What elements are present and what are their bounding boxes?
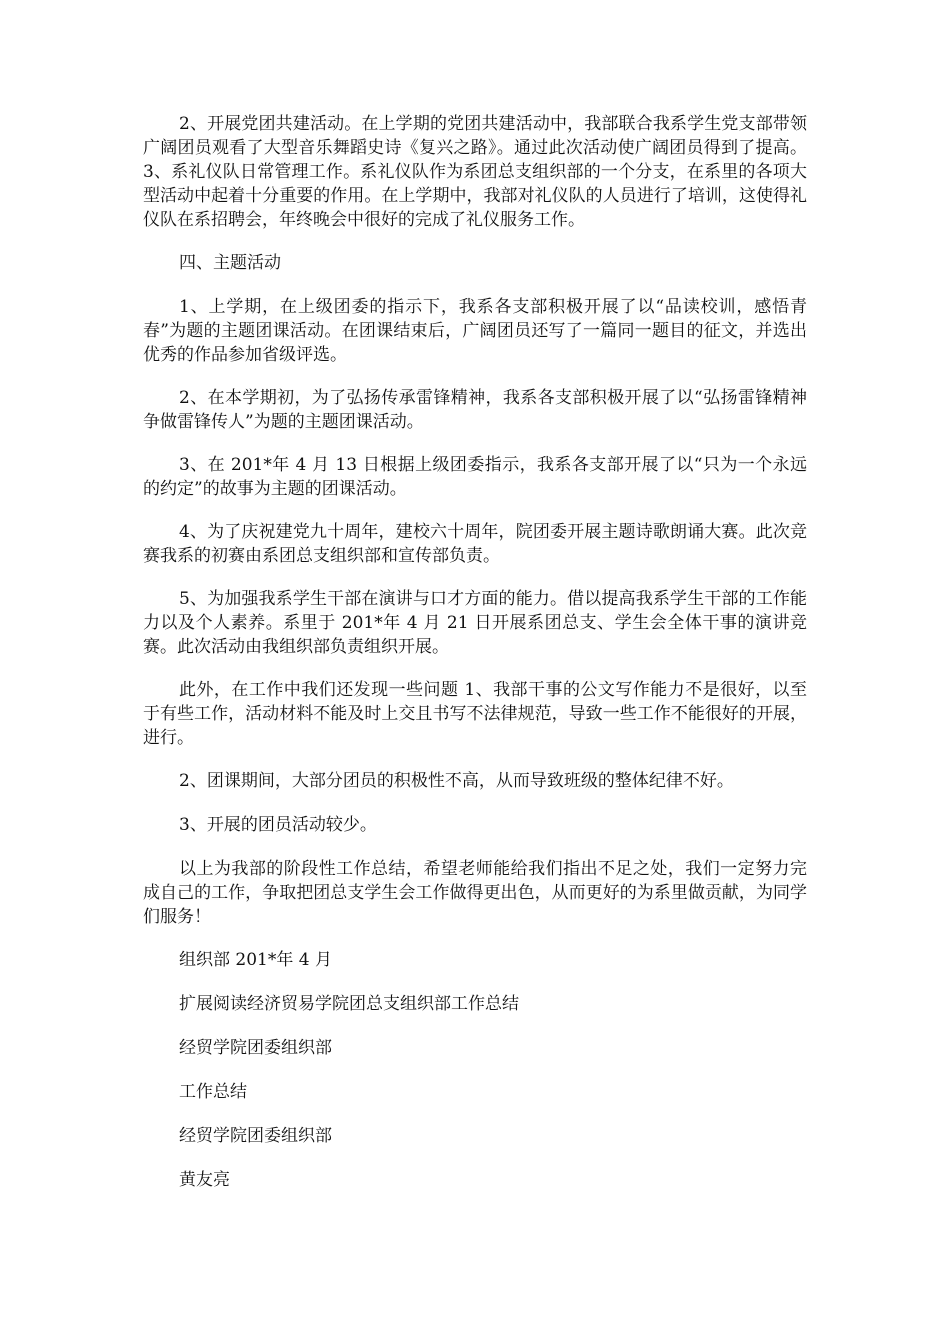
paragraph-problems-1: 此外，在工作中我们还发现一些问题 1、我部干事的公文写作能力不是很好，以至于有些工作，活动材料不能及时上交且书写不法律规范，导致一些工作不能很好的开展，进行。 [143, 680, 807, 748]
paragraph-problems-2: 2、团课期间，大部分团员的积极性不高，从而导致班级的整体纪律不好。 [179, 771, 734, 791]
extended-reading-title: 扩展阅读经济贸易学院团总支组织部工作总结 [179, 994, 519, 1014]
organization-name-repeat: 经贸学院团委组织部 [179, 1126, 332, 1146]
document-body [143, 112, 807, 1212]
paragraph-activity-3: 3、在 201*年 4 月 13 日根据上级团委指示，我系各支部开展了以“只为一个永远的约定”的故事为主题的团课活动。 [143, 455, 807, 499]
paragraph-conclusion: 以上为我部的阶段性工作总结，希望老师能给我们指出不足之处，我们一定努力完成自己的工作，争取把团总支学生会工作做得更出色，从而更好的为系里做贡献，为同学们服务！ [143, 859, 807, 927]
paragraph-problems-3: 3、开展的团员活动较少。 [179, 815, 377, 835]
organization-name: 经贸学院团委组织部 [179, 1038, 332, 1058]
paragraph-activity-1: 1、上学期，在上级团委的指示下，我系各支部积极开展了以“品读校训，感悟青春”为题的主题团课活动。在团课结束后，广阔团员还写了一篇同一题目的征文，并选出优秀的作品参加省级评选。 [143, 297, 807, 365]
section-heading-theme-activities: 四、主题活动 [179, 253, 281, 273]
signature-date: 组织部 201*年 4 月 [179, 950, 332, 970]
paragraph-activity-2: 2、在本学期初，为了弘扬传承雷锋精神，我系各支部积极开展了以“弘扬雷锋精神争做雷锋传人”为题的主题团课活动。 [143, 388, 807, 432]
paragraph-party-league-activities: 2、开展党团共建活动。在上学期的党团共建活动中，我部联合我系学生党支部带领广阔团员观看了大型音乐舞蹈史诗《复兴之路》。通过此次活动使广阔团员得到了提高。3、系礼仪队日常管理工作。系礼仪队作为系团总支组织部的一个分支，在系里的各项大型活动中起着十分重要的作用。在上学期中，我部对礼仪队的人员进行了培训，这使得礼仪队在系招聘会，年终晚会中很好的完成了礼仪服务工作。 [143, 114, 807, 230]
author-name: 黄友亮 [179, 1170, 230, 1190]
report-title: 工作总结 [179, 1082, 247, 1102]
paragraph-activity-5: 5、为加强我系学生干部在演讲与口才方面的能力。借以提高我系学生干部的工作能力以及个人素养。系里于 201*年 4 月 21 日开展系团总支、学生会全体干事的演讲竞赛。此次活动由我组织部负责组织开展。 [143, 589, 807, 657]
paragraph-activity-4: 4、为了庆祝建党九十周年，建校六十周年，院团委开展主题诗歌朗诵大赛。此次竞赛我系的初赛由系团总支组织部和宣传部负责。 [143, 522, 807, 566]
